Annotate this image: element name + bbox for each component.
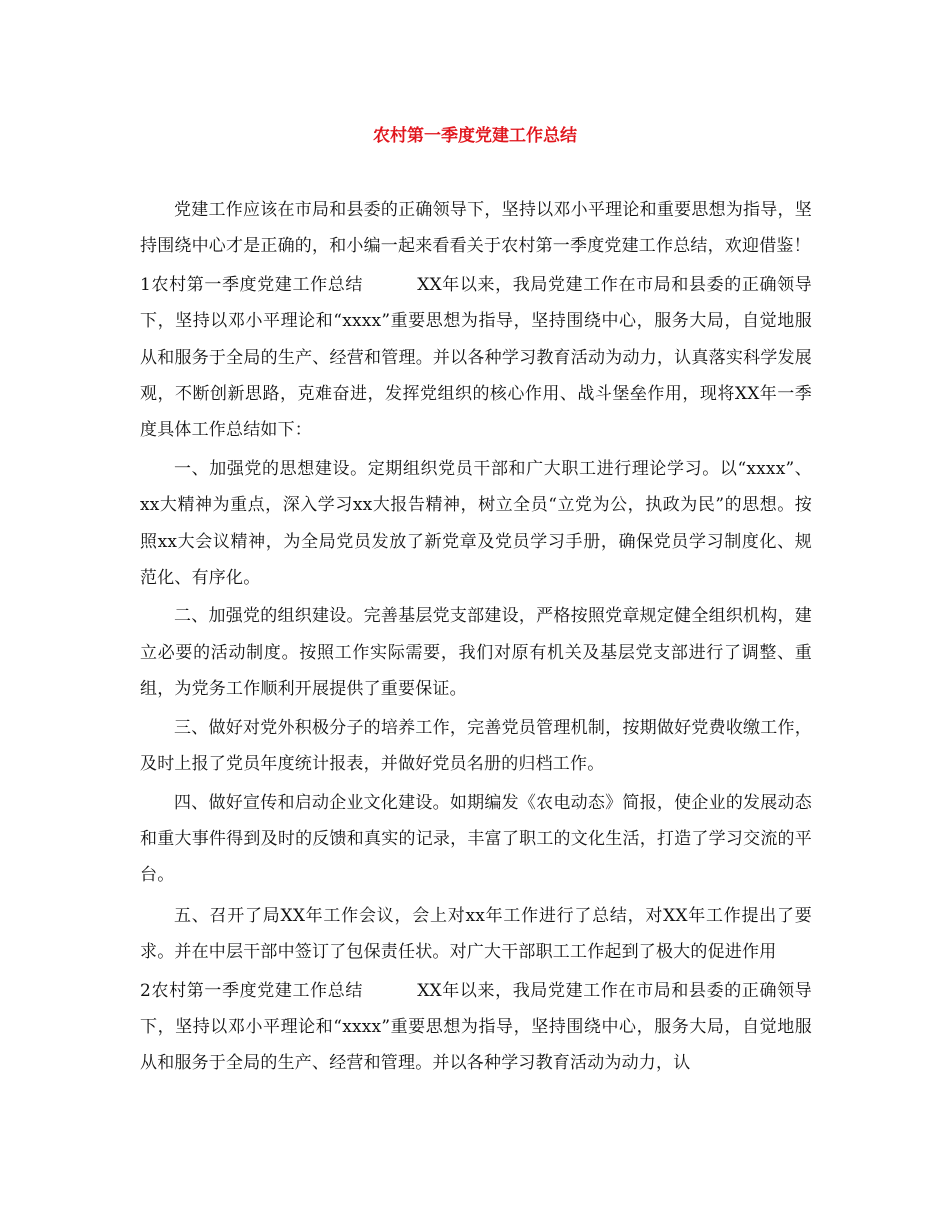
- section-2-gap: [369, 981, 411, 1001]
- section-2-text: XX年以来，我局党建工作在市局和县委的正确领导下，坚持以邓小平理论和“xxxx”重要思想为指导，坚持围绕中心，服务大局，自觉地服从和服务于全局的生产、经营和管理。并以各种学习教育活动为动力，认: [140, 980, 812, 1074]
- section-1-text: XX年以来，我局党建工作在市局和县委的正确领导下，坚持以邓小平理论和“xxxx”重要思想为指导，坚持围绕中心，服务大局，自觉地服从和服务于全局的生产、经营和管理。并以各种学习教育活动为动力，认真落实科学发展观，不断创新思路，克难奋进，发挥党组织的核心作用、战斗堡垒作用，现将XX年一季度具体工作总结如下：: [140, 274, 812, 441]
- document-body: [140, 192, 812, 1082]
- intro-paragraph: 党建工作应该在市局和县委的正确领导下，坚持以邓小平理论和重要思想为指导，坚持围绕中心才是正确的，和小编一起来看看关于农村第一季度党建工作总结，欢迎借鉴！: [140, 200, 812, 257]
- item-5-paragraph: 五、召开了局XX年工作会议，会上对xx年工作进行了总结，对XX年工作提出了要求。并在中层干部中签订了包保责任状。对广大干部职工工作起到了极大的促进作用: [140, 905, 812, 963]
- section-2-paragraph: [140, 973, 812, 1082]
- item-3-paragraph: 三、做好对党外积极分子的培养工作，完善党员管理机制，按期做好党费收缴工作，及时上报了党员年度统计报表，并做好党员名册的归档工作。: [140, 717, 812, 775]
- section-2-heading: 2农村第一季度党建工作总结: [140, 980, 363, 1001]
- section-1-gap: [369, 275, 411, 295]
- section-1-paragraph: [140, 267, 812, 449]
- item-1-paragraph: 一、加强党的思想建设。定期组织党员干部和广大职工进行理论学习。以“xxxx”、xx大精神为重点，深入学习xx大报告精神，树立全员“立党为公，执政为民”的思想。按照xx大会议精神，为全局党员发放了新党章及党员学习手册，确保党员学习制度化、规范化、有序化。: [140, 458, 812, 589]
- document-title: 农村第一季度党建工作总结: [373, 126, 577, 146]
- section-1-heading: 1农村第一季度党建工作总结: [140, 274, 363, 295]
- item-4-paragraph: 四、做好宣传和启动企业文化建设。如期编发《农电动态》简报，使企业的发展动态和重大事件得到及时的反馈和真实的记录，丰富了职工的文化生活，打造了学习交流的平台。: [140, 792, 812, 886]
- item-2-paragraph: 二、加强党的组织建设。完善基层党支部建设，严格按照党章规定健全组织机构，建立必要的活动制度。按照工作实际需要，我们对原有机关及基层党支部进行了调整、重组，为党务工作顺利开展提供了重要保证。: [140, 606, 812, 700]
